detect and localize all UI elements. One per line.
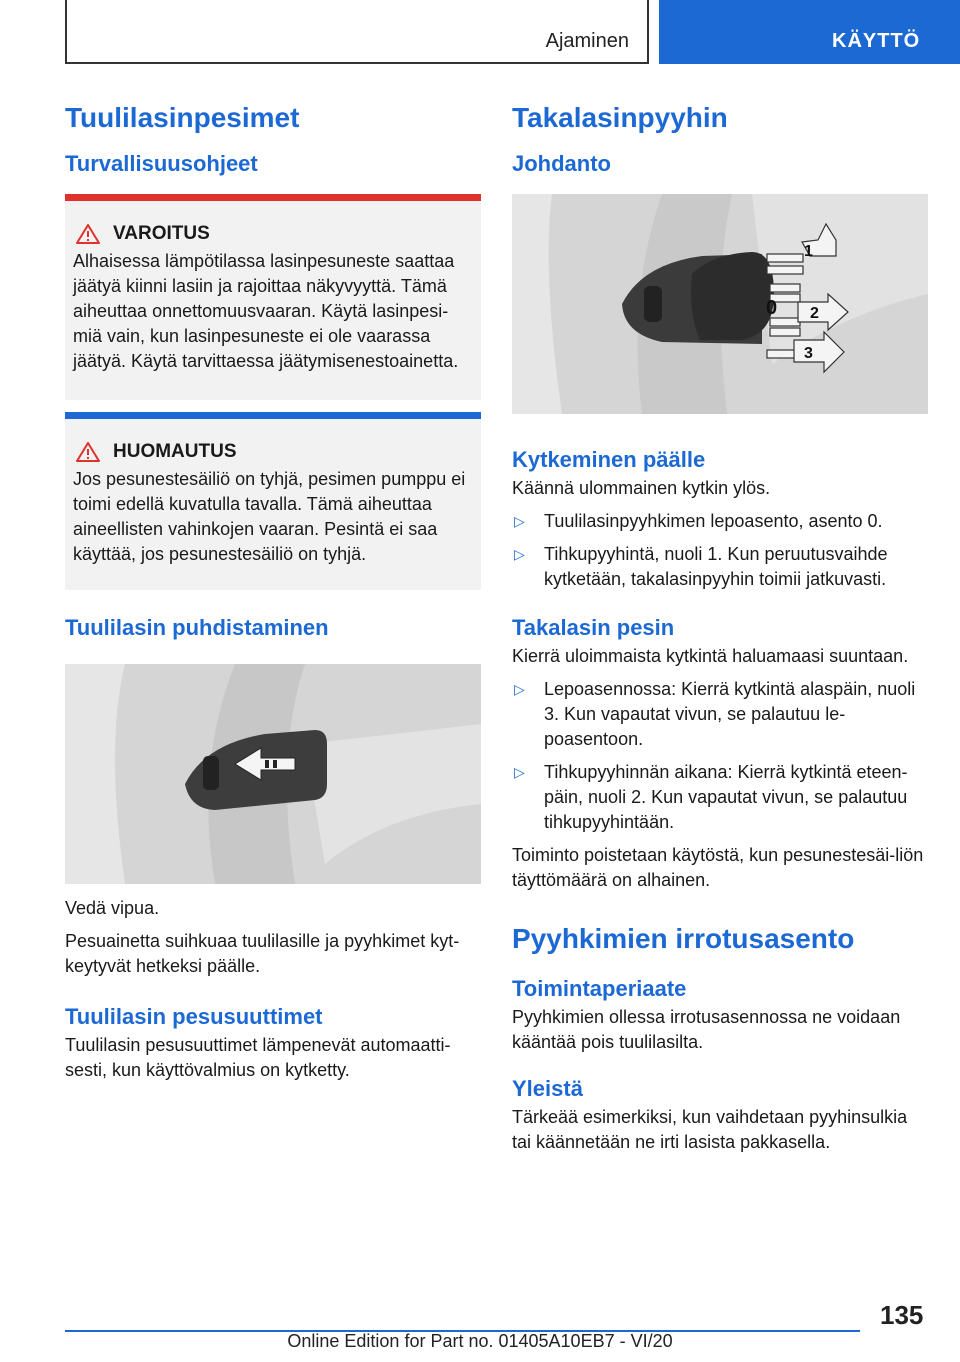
caution-box: [65, 412, 481, 590]
washer-list: [512, 677, 928, 835]
right-column: [512, 96, 928, 1155]
nozzles-text: Tuulilasin pesusuuttimet lämpenevät automaatti-sesti, kun käyttövalmius on kytketty.: [65, 1035, 451, 1080]
cleaning-step-2: Pesuainetta suihkuaa tuulilasille ja pyyhkimet kyt-keytyvät hetkeksi päälle.: [65, 931, 460, 976]
header-box: [65, 0, 649, 64]
heading-wiper-release: Pyyhkimien irrotusasento: [512, 923, 855, 954]
wiper-lever-illustration: [65, 664, 481, 884]
heading-rear-washer: Takalasin pesin: [512, 615, 675, 640]
heading-windshield-cleaning: Tuulilasin puhdistaminen: [65, 615, 329, 640]
warning-box: [65, 194, 481, 400]
chapter-tab: [659, 0, 960, 64]
warning-label: VAROITUS: [113, 223, 210, 244]
figure-label-3: 3: [804, 345, 813, 362]
list-item-text: Tihkupyyhintä, nuoli 1. Kun peruutusvaihde kytketään, takalasinpyyhin toimii jatkuvasti.: [544, 544, 888, 589]
warning-header: [73, 223, 473, 245]
heading-rear-wiper: Takalasinpyyhin: [512, 102, 728, 133]
principle-text: Pyyhkimien ollessa irrotusasennossa ne voidaan kääntää pois tuulilasilta.: [512, 1007, 901, 1052]
caution-text: Jos pesunestesäiliö on tyhjä, pesimen pumppu ei toimi edellä kuvatulla tavalla. Tämä aiheuttaa aineellisten vahinkojen vaaran. Pesintä ei saa käyttää, jos pesunestesäiliö on tyhjä.: [73, 469, 466, 564]
heading-introduction: Johdanto: [512, 151, 611, 176]
figure-label-1: 1: [804, 243, 813, 260]
washer-note: Toiminto poistetaan käytöstä, kun pesunestesäi-liön täyttömäärä on alhainen.: [512, 845, 924, 890]
chapter-tab-label: KÄYTTÖ: [832, 30, 921, 52]
caution-header: [73, 441, 473, 463]
list-item: [512, 677, 928, 752]
heading-washer-nozzles: Tuulilasin pesusuuttimet: [65, 1004, 323, 1029]
bullet-triangle-icon: ▷: [514, 681, 525, 697]
figure-label-2: 2: [810, 305, 819, 322]
switch-list: [512, 509, 928, 592]
wiper-lever-pull-figure: [65, 664, 481, 884]
list-item-text: Tihkupyyhinnän aikana: Kierrä kytkintä eteen-päin, nuoli 2. Kun vapautat vivun, se palautuu tihkupyyhintään.: [544, 762, 908, 832]
heading-windshield-washers: Tuulilasinpesimet: [65, 102, 300, 133]
bullet-triangle-icon: ▷: [514, 546, 525, 562]
edition-footer: Online Edition for Part no. 01405A10EB7 - VI/20: [287, 1331, 673, 1351]
rear-wiper-illustration: [512, 194, 928, 414]
list-item: [512, 542, 928, 592]
figure-label-0: 0: [766, 297, 778, 319]
washer-text: Kierrä uloimmaista kytkintä haluamaasi suuntaan.: [512, 646, 909, 666]
heading-principle: Toimintaperiaate: [512, 976, 687, 1001]
list-item-text: Lepoasennossa: Kierrä kytkintä alaspäin, nuoli 3. Kun vapautat vivun, se palautuu le-poasentoon.: [544, 679, 916, 749]
warning-text: Alhaisessa lämpötilassa lasinpesuneste saattaa jäätyä kiinni lasiin ja rajoittaa näkyvyyttä. Tämä aiheuttaa onnettomuusvaaran. Käytä lasinpesi-miä vain, kun lasinpesuneste ei ole vaarassa jäätyä. Käytä tarvittaessa jäätymisenestoainetta.: [73, 251, 459, 371]
section-title: Ajaminen: [545, 30, 629, 52]
caution-label: HUOMAUTUS: [113, 441, 237, 462]
rear-wiper-switch-figure: [512, 194, 928, 414]
list-item: [512, 760, 928, 835]
list-item: [512, 509, 928, 534]
left-column: [65, 96, 481, 1083]
list-item-text: Tuulilasinpyyhkimen lepoasento, asento 0.: [544, 511, 883, 531]
switch-text: Käännä ulommainen kytkin ylös.: [512, 478, 771, 498]
heading-general: Yleistä: [512, 1076, 583, 1101]
bullet-triangle-icon: ▷: [514, 513, 525, 529]
general-text: Tärkeää esimerkiksi, kun vaihdetaan pyyhinsulkia tai käännetään ne irti lasista pakkasella.: [512, 1107, 908, 1152]
warning-triangle-icon: [75, 223, 101, 245]
caution-triangle-icon: [75, 441, 101, 463]
cleaning-step-1: Vedä vipua.: [65, 898, 160, 918]
page-number: 135: [880, 1300, 924, 1330]
heading-safety: Turvallisuusohjeet: [65, 151, 258, 176]
bullet-triangle-icon: ▷: [514, 764, 525, 780]
heading-switching-on: Kytkeminen päälle: [512, 447, 706, 472]
